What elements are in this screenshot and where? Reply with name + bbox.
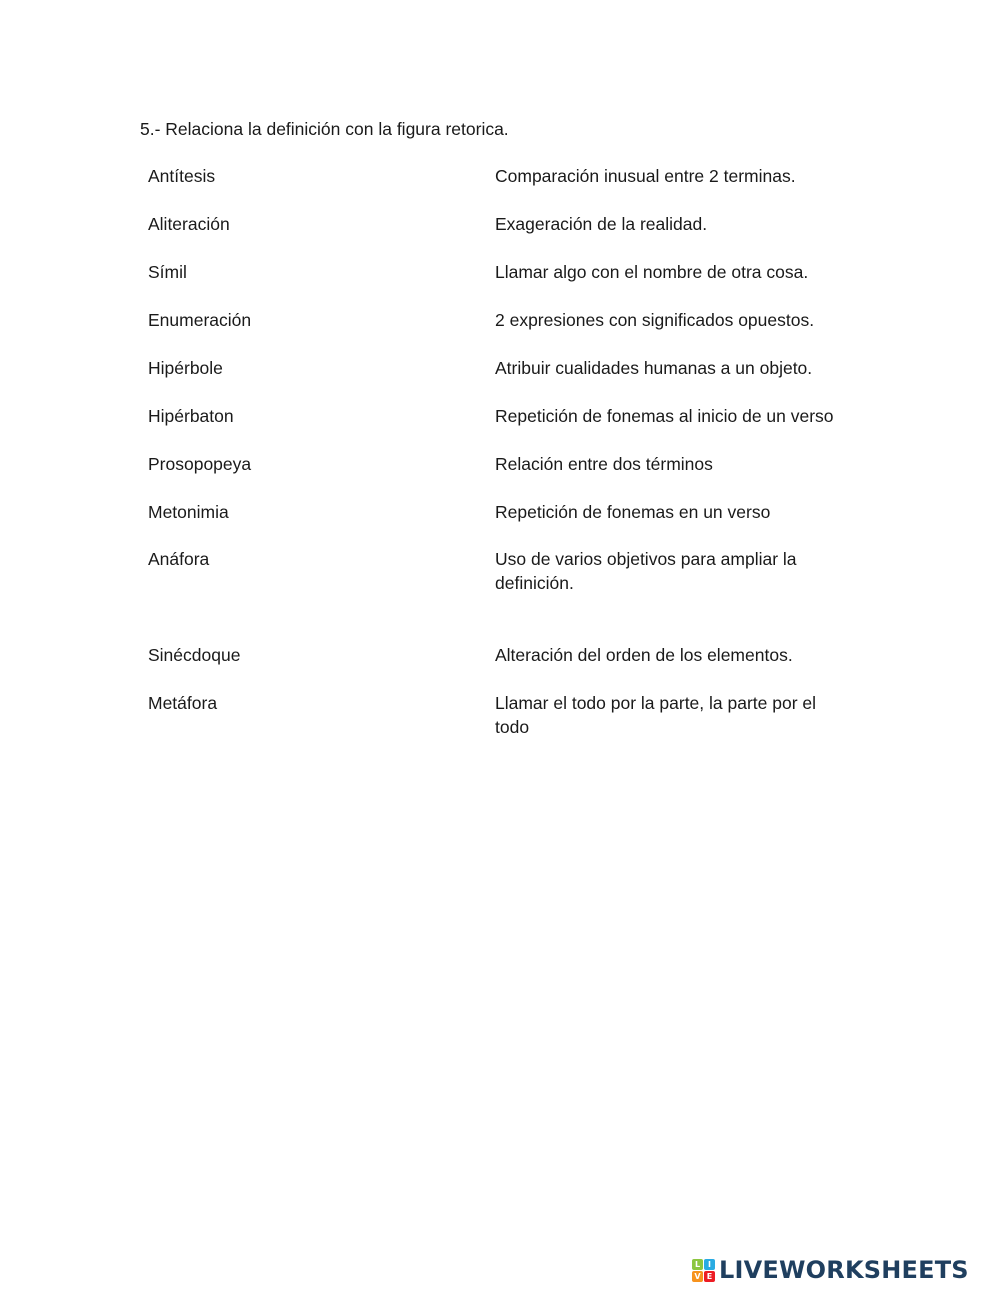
figure-term: Antítesis [148, 166, 216, 186]
exercise-instruction: 5.- Relaciona la definición con la figura retorica. [140, 119, 509, 139]
figure-definition: Llamar algo con el nombre de otra cosa. [495, 262, 809, 282]
figure-term: Metonimia [148, 502, 229, 522]
match-row [0, 260, 1000, 284]
figure-term: Enumeración [148, 310, 252, 330]
liveworksheets-wordmark: LIVEWORKSHEETS [719, 1256, 969, 1284]
match-row [0, 212, 1000, 236]
match-row [0, 500, 1000, 524]
figure-term: Aliteración [148, 214, 230, 234]
logo-letter-v: V [692, 1271, 703, 1282]
figure-definition: Comparación inusual entre 2 terminas. [495, 166, 796, 186]
figure-term: Hipérbaton [148, 406, 234, 426]
logo-letter-e: E [704, 1271, 715, 1282]
figure-term: Prosopopeya [148, 454, 252, 474]
logo-letter-l: L [692, 1259, 703, 1270]
match-row [0, 164, 1000, 188]
figure-definition: 2 expresiones con significados opuestos. [495, 310, 815, 330]
figure-definition: Atribuir cualidades humanas a un objeto. [495, 358, 813, 378]
figure-term: Anáfora [148, 549, 210, 569]
logo-letter-i: I [704, 1259, 715, 1270]
figure-definition: Exageración de la realidad. [495, 214, 708, 234]
figure-definition: Repetición de fonemas al inicio de un verso [495, 406, 834, 426]
figure-definition: Relación entre dos términos [495, 454, 713, 474]
liveworksheets-logo [692, 1255, 969, 1285]
match-row [0, 308, 1000, 332]
figure-definition: Repetición de fonemas en un verso [495, 502, 771, 522]
figure-term: Hipérbole [148, 358, 223, 378]
figure-term: Metáfora [148, 693, 218, 713]
match-row [0, 452, 1000, 476]
match-row [0, 547, 1000, 593]
match-row [0, 691, 1000, 737]
figure-definition: Llamar el todo por la parte, la parte por el todo [495, 693, 817, 737]
liveworksheets-mark-icon [692, 1259, 715, 1282]
figure-definition: Uso de varios objetivos para ampliar la definición. [495, 549, 797, 593]
figure-term: Símil [148, 262, 187, 282]
match-row [0, 643, 1000, 667]
match-row [0, 404, 1000, 428]
figure-definition: Alteración del orden de los elementos. [495, 645, 793, 665]
figure-term: Sinécdoque [148, 645, 241, 665]
match-row [0, 356, 1000, 380]
